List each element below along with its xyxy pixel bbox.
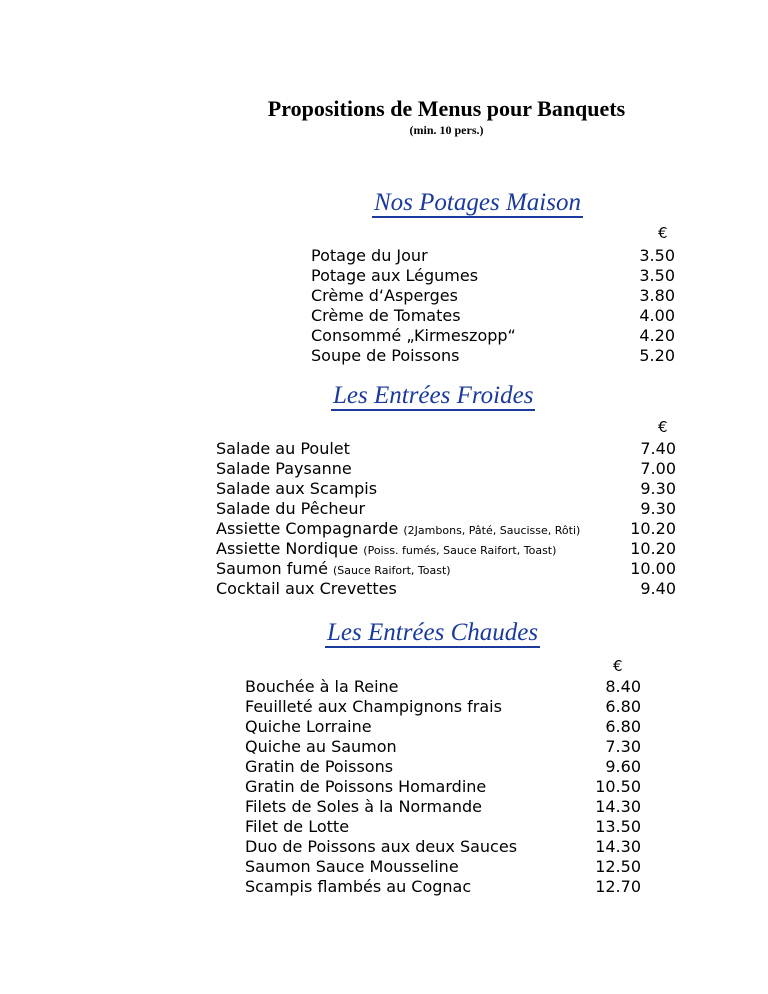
item-name: Duo de Poissons aux deux Sauces — [245, 837, 518, 856]
item-price: 12.50 — [595, 857, 641, 876]
menu-item — [216, 519, 676, 539]
item-price: 9.30 — [640, 479, 676, 498]
section-heading-entrees-froides: Les Entrées Froides — [333, 382, 534, 409]
item-price: 6.80 — [605, 717, 641, 736]
item-name: Assiette Nordique — [216, 539, 359, 558]
item-note: (Poiss. fumés, Sauce Raifort, Toast) — [363, 544, 557, 557]
item-price: 10.20 — [630, 539, 676, 558]
item-name: Quiche Lorraine — [245, 717, 372, 736]
currency-label: € — [658, 224, 668, 242]
item-name: Scampis flambés au Cognac — [245, 877, 472, 896]
menu-item — [216, 479, 676, 499]
menu-item — [245, 737, 641, 757]
item-price: 9.40 — [640, 579, 676, 598]
item-name: Crème d‘Asperges — [311, 286, 458, 305]
menu-item — [245, 677, 641, 697]
menu-item — [216, 459, 676, 479]
item-price: 14.30 — [595, 837, 641, 856]
item-price: 3.50 — [639, 266, 675, 285]
item-price: 10.00 — [630, 559, 676, 578]
item-price: 5.20 — [639, 346, 675, 365]
menu-item — [216, 559, 676, 579]
menu-list-entrees-chaudes — [245, 677, 641, 897]
item-name: Soupe de Poissons — [311, 346, 460, 365]
item-price: 7.00 — [640, 459, 676, 478]
item-name: Quiche au Saumon — [245, 737, 397, 756]
menu-item — [311, 266, 675, 286]
item-price: 10.20 — [630, 519, 676, 538]
item-price: 4.20 — [639, 326, 675, 345]
menu-list-entrees-froides — [216, 439, 676, 599]
item-name: Salade du Pêcheur — [216, 499, 366, 518]
menu-item — [216, 579, 676, 599]
item-name: Cocktail aux Crevettes — [216, 579, 397, 598]
menu-list-potages — [311, 246, 675, 366]
item-price: 8.40 — [605, 677, 641, 696]
item-price: 7.40 — [640, 439, 676, 458]
section-heading-potages: Nos Potages Maison — [374, 189, 581, 216]
item-name: Salade Paysanne — [216, 459, 352, 478]
item-price: 13.50 — [595, 817, 641, 836]
item-price: 14.30 — [595, 797, 641, 816]
menu-item — [311, 246, 675, 266]
menu-item — [216, 499, 676, 519]
item-name: Filet de Lotte — [245, 817, 350, 836]
menu-item — [216, 539, 676, 559]
item-name: Saumon fumé — [216, 559, 328, 578]
menu-item — [245, 857, 641, 877]
section-heading-entrees-chaudes: Les Entrées Chaudes — [327, 619, 539, 646]
menu-item — [245, 757, 641, 777]
item-name: Feuilleté aux Champignons frais — [245, 697, 502, 716]
menu-item — [311, 286, 675, 306]
item-price: 9.60 — [605, 757, 641, 776]
menu-item — [245, 817, 641, 837]
menu-item — [311, 326, 675, 346]
currency-label: € — [658, 418, 668, 436]
menu-item — [311, 306, 675, 326]
menu-item — [216, 439, 676, 459]
item-price: 12.70 — [595, 877, 641, 896]
item-price: 3.80 — [639, 286, 675, 305]
menu-item — [311, 346, 675, 366]
menu-item — [245, 697, 641, 717]
item-price: 6.80 — [605, 697, 641, 716]
item-name: Potage aux Légumes — [311, 266, 479, 285]
item-note: (2Jambons, Pâté, Saucisse, Rôti) — [403, 524, 581, 537]
item-price: 7.30 — [605, 737, 641, 756]
menu-item — [245, 877, 641, 897]
item-name: Gratin de Poissons Homardine — [245, 777, 487, 796]
item-note: (Sauce Raifort, Toast) — [333, 564, 451, 577]
item-name: Filets de Soles à la Normande — [245, 797, 483, 816]
item-price: 10.50 — [595, 777, 641, 796]
menu-item — [245, 837, 641, 857]
item-name: Consommé „Kirmeszopp“ — [311, 326, 516, 345]
item-name: Bouchée à la Reine — [245, 677, 399, 696]
menu-item — [245, 777, 641, 797]
item-price: 3.50 — [639, 246, 675, 265]
page-title: Propositions de Menus pour Banquets — [267, 96, 626, 121]
item-name: Crème de Tomates — [311, 306, 461, 325]
menu-item — [245, 717, 641, 737]
item-name: Salade au Poulet — [216, 439, 350, 458]
item-name: Salade aux Scampis — [216, 479, 378, 498]
menu-item — [245, 797, 641, 817]
item-name: Potage du Jour — [311, 246, 428, 265]
currency-label: € — [613, 657, 623, 675]
item-name: Assiette Compagnarde — [216, 519, 399, 538]
item-price: 9.30 — [640, 499, 676, 518]
item-name: Gratin de Poissons — [245, 757, 394, 776]
item-price: 4.00 — [639, 306, 675, 325]
page-subtitle: (min. 10 pers.) — [409, 123, 484, 137]
item-name: Saumon Sauce Mousseline — [245, 857, 459, 876]
